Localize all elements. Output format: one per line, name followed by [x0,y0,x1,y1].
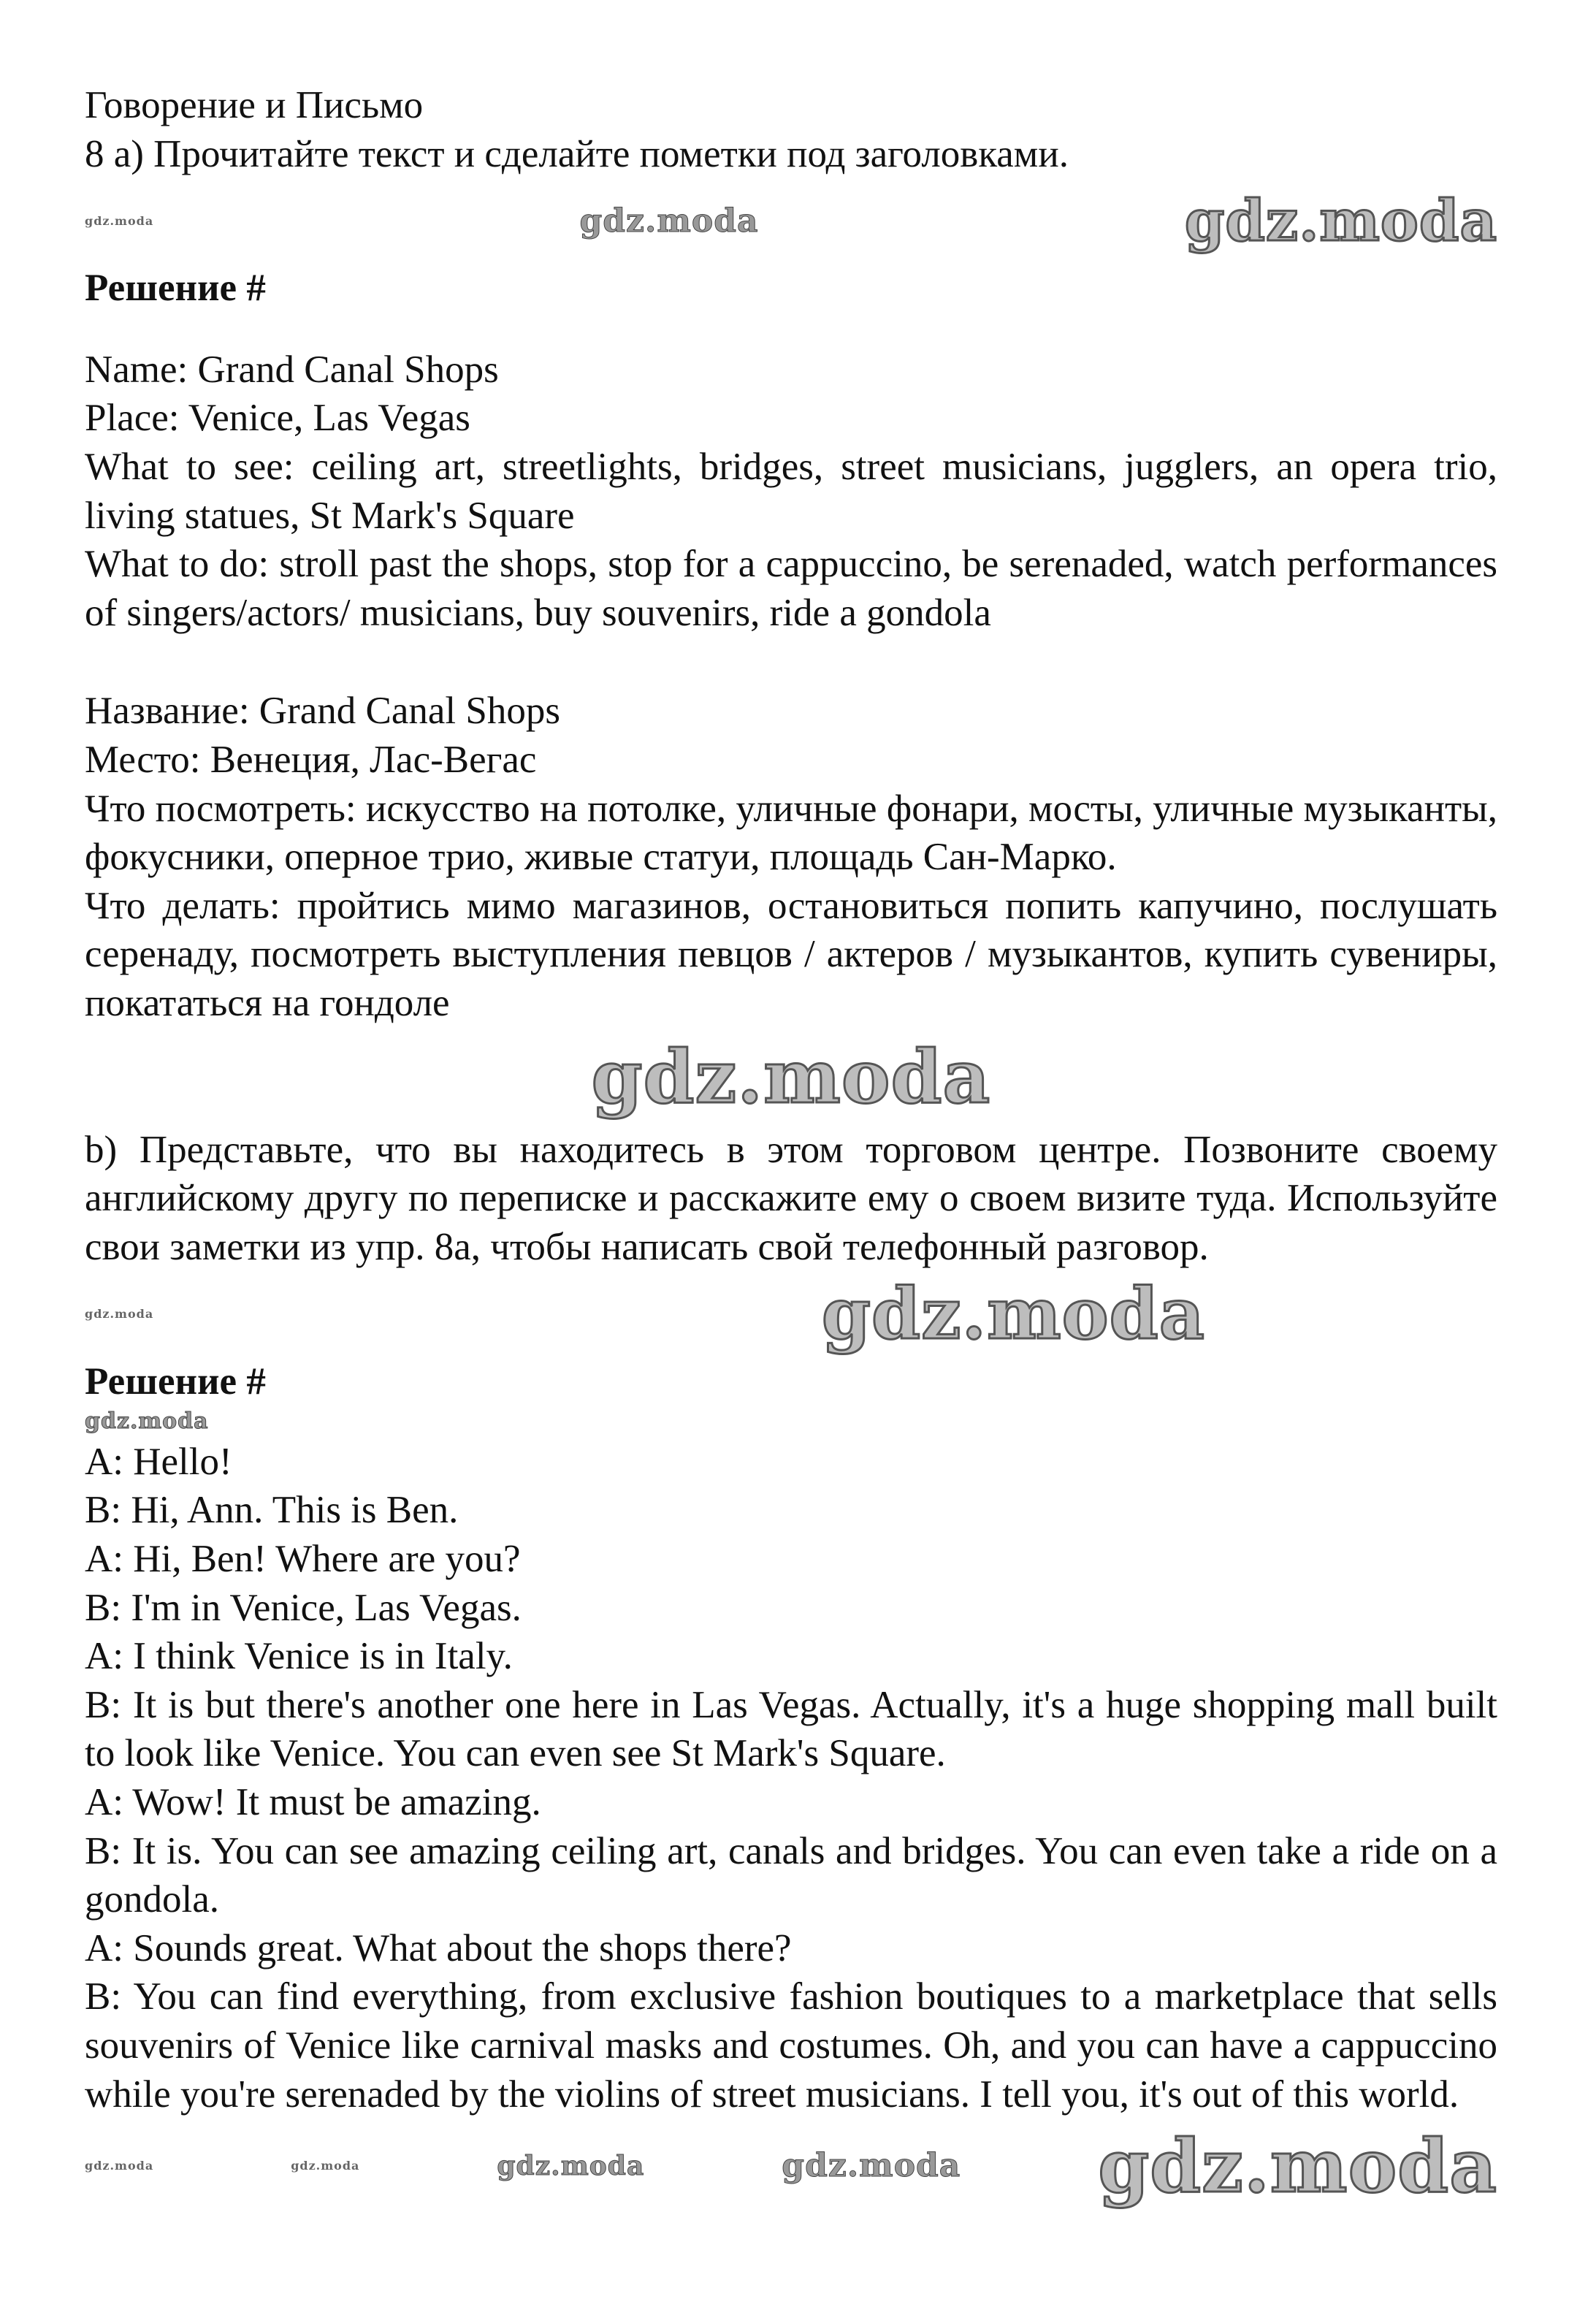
note-what-to-see: What to see: ceiling art, streetlights, bridges, street musicians, jugglers, an opera trio, living statues, St Mark's Square [85,445,1497,537]
dialogue-line: B: It is but there's another one here in Las Vegas. Actually, it's a huge shopping mall built to look like Venice. You can even see St Mark's Square. [85,1683,1497,1775]
dialogue-line: A: Hi, Ben! Where are you? [85,1538,521,1581]
note-what-to-do-ru: Что делать: пройтись мимо магазинов, остановиться попить капучино, послушать серенаду, посмотреть выступления певцов / актеров / музыкантов, купить сувениры, покататься на гондоле [85,884,1497,1024]
watermark: gdz.moda [85,2159,154,2173]
watermark-row [85,178,1497,264]
spacer [85,313,1497,346]
watermark: gdz.moda [1098,2123,1497,2210]
watermark: gdz.moda [497,2151,645,2182]
watermark-row [85,2119,1497,2213]
dialogue-line: B: I'm in Venice, Las Vegas. [85,1586,522,1629]
task-b [85,1126,1497,1272]
watermark: gdz.moda [85,1307,154,1322]
watermark: gdz.moda [85,1408,209,1435]
task-header [85,81,1497,178]
watermark: gdz.moda [291,2159,360,2173]
document-body [85,81,1497,2213]
note-name-ru: Название: Grand Canal Shops [85,690,560,733]
subject-title: Говорение и Письмо [85,84,424,126]
note-what-to-see-ru: Что посмотреть: искусство на потолке, уличные фонари, мосты, уличные музыканты, фокусники, оперное трио, живые статуи, площадь Сан-Марко. [85,787,1497,879]
dialogue-line: A: Sounds great. What about the shops there? [85,1926,792,1969]
task-a-text: 8 a) Прочитайте текст и сделайте пометки под заголовками. [85,132,1069,175]
watermark: gdz.moda [85,213,154,228]
watermark: gdz.moda [1184,187,1497,254]
watermark: gdz.moda [782,2147,961,2185]
notes-russian [85,687,1497,1027]
solution-heading-1: Решение # [85,267,266,310]
solution-heading-2: Решение # [85,1360,266,1403]
dialogue-line: B: It is. You can see amazing ceiling art, canals and bridges. You can even take a ride on a gondola. [85,1829,1497,1921]
note-place-ru: Место: Венеция, Лас-Вегас [85,738,537,781]
watermark: gdz.moda [579,202,759,240]
note-what-to-do: What to do: stroll past the shops, stop for a cappuccino, be serenaded, watch performances of singers/actors/ musicians, buy souvenirs, ride a gondola [85,543,1497,634]
dialogue-line: B: You can find everything, from exclusive fashion boutiques to a marketplace that sells souvenirs of Venice like carnival masks and costumes. Oh, and you can have a cappuccino while you're serenaded by the violins of street musicians. I tell you, it's out of this world. [85,1975,1497,2116]
watermark-row [85,1406,1497,1438]
dialogue [85,1438,1497,2119]
watermark: gdz.moda [591,1033,991,1120]
dialogue-line: A: Wow! It must be amazing. [85,1781,541,1824]
note-place: Place: Venice, Las Vegas [85,397,470,440]
watermark: gdz.moda [821,1273,1205,1356]
watermark-row [85,1271,1497,1357]
note-name: Name: Grand Canal Shops [85,348,499,391]
dialogue-line: B: Hi, Ann. This is Ben. [85,1489,459,1532]
dialogue-line: A: I think Venice is in Italy. [85,1635,513,1678]
dialogue-line: A: Hello! [85,1440,232,1483]
spacer [85,637,1497,687]
watermark-row [85,1028,1497,1126]
task-b-text: b) Представьте, что вы находитесь в этом торговом центре. Позвоните своему английскому другу по переписке и расскажите ему о своем визите туда. Используйте свои заметки из упр. 8а, чтобы написать свой телефонный разговор. [85,1128,1497,1268]
notes-english [85,346,1497,638]
